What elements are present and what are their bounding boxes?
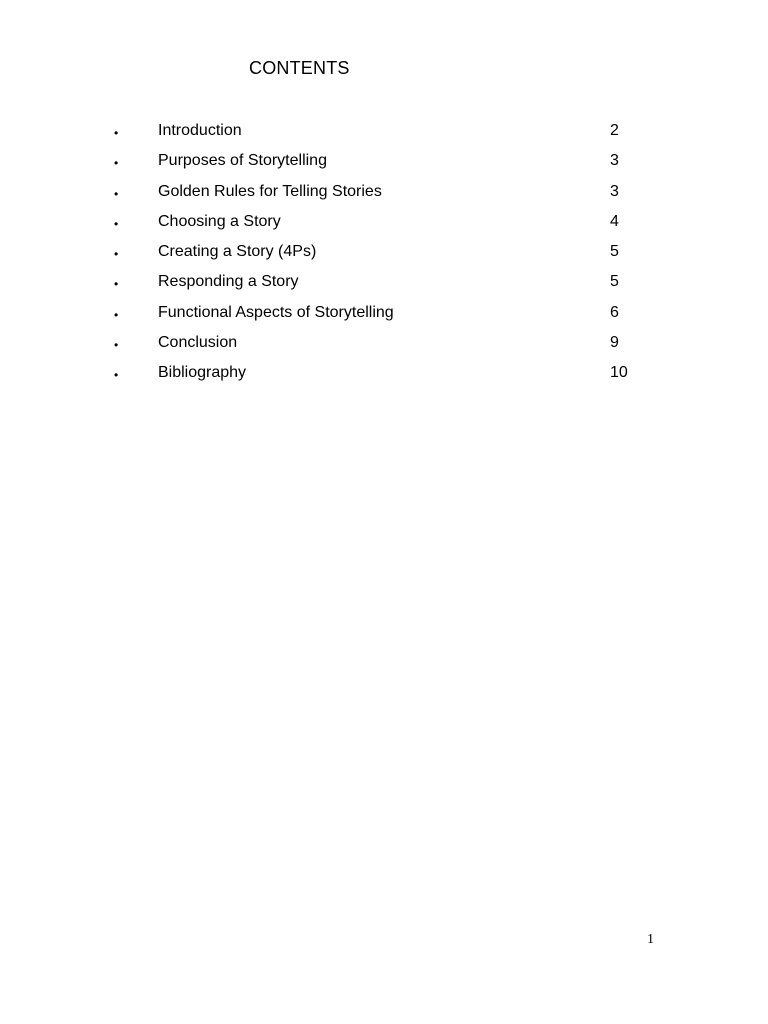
bullet-icon: •: [114, 277, 119, 292]
toc-page-reference: 3: [610, 152, 619, 170]
toc-page-reference: 5: [610, 243, 619, 261]
toc-page-reference: 10: [610, 364, 628, 382]
toc-page-reference: 3: [610, 182, 619, 200]
toc-page-reference: 2: [610, 122, 619, 139]
page-number: 1: [647, 932, 654, 947]
contents-title: CONTENTS: [249, 58, 350, 78]
bullet-icon: •: [114, 216, 119, 231]
toc-entry-label: Responding a Story: [158, 273, 299, 291]
toc-entry-label: Introduction: [158, 122, 242, 139]
toc-row-bibliography: [0, 362, 768, 392]
bullet-icon: •: [114, 126, 119, 140]
toc-page-reference: 6: [610, 303, 619, 321]
table-of-contents: [0, 120, 768, 393]
toc-page-reference: 5: [610, 273, 619, 291]
toc-row-purposes-of-storytelling: [0, 150, 768, 180]
toc-page-reference: 4: [610, 212, 619, 230]
toc-entry-label: Functional Aspects of Storytelling: [158, 303, 394, 321]
bullet-icon: •: [114, 338, 119, 353]
toc-row-conclusion: [0, 332, 768, 362]
toc-entry-label: Golden Rules for Telling Stories: [158, 182, 382, 200]
bullet-icon: •: [114, 307, 119, 322]
toc-entry-label: Creating a Story (4Ps): [158, 243, 317, 261]
toc-entry-label: Choosing a Story: [158, 212, 281, 230]
bullet-icon: •: [114, 156, 119, 171]
toc-page-reference: 9: [610, 334, 619, 352]
toc-entry-label: Conclusion: [158, 334, 238, 352]
toc-row-responding-a-story: [0, 271, 768, 301]
toc-row-functional-aspects: [0, 302, 768, 332]
toc-row-golden-rules: [0, 181, 768, 211]
toc-row-introduction: [0, 120, 768, 150]
toc-row-choosing-a-story: [0, 211, 768, 241]
bullet-icon: •: [114, 247, 119, 262]
toc-row-creating-a-story: [0, 241, 768, 271]
bullet-icon: •: [114, 368, 119, 383]
toc-entry-label: Purposes of Storytelling: [158, 152, 327, 170]
bullet-icon: •: [114, 186, 119, 201]
toc-entry-label: Bibliography: [158, 364, 247, 382]
